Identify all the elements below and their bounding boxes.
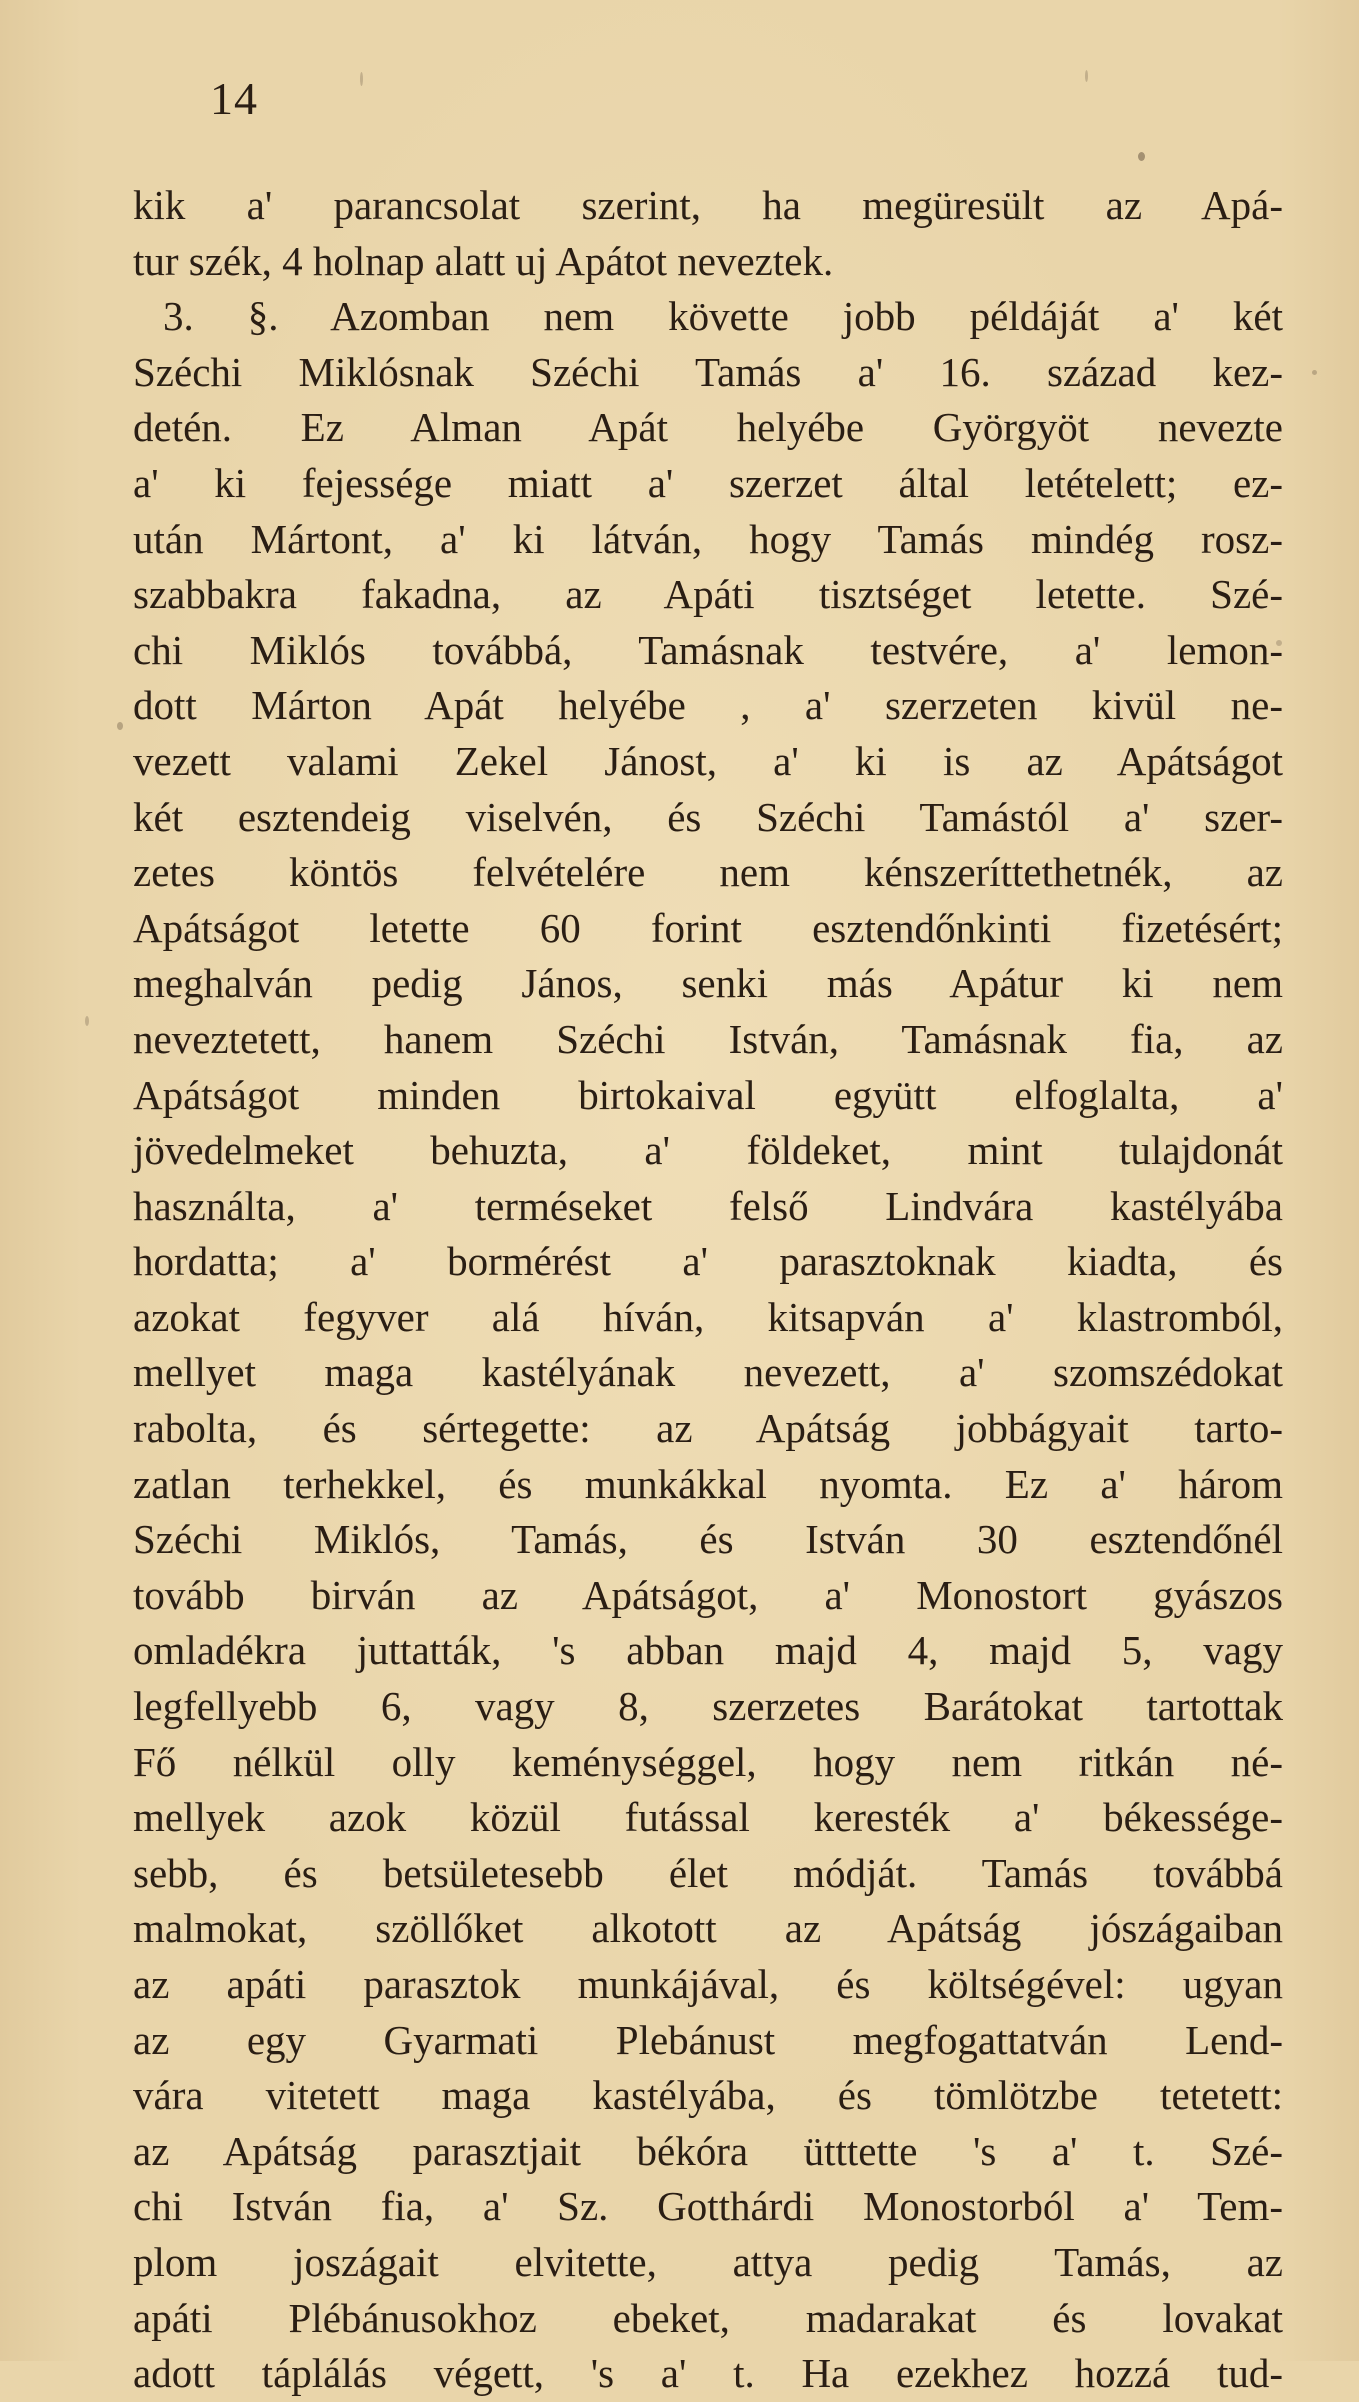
text-line: detén. Ez Alman Apát helyébe Györgyöt nevezte bbox=[133, 404, 1283, 451]
text-line: Fő nélkül olly keménységgel, hogy nem ritkán né- bbox=[133, 1738, 1283, 1785]
text-line: meghalván pedig János, senki más Apátur ki nem bbox=[133, 960, 1283, 1007]
text-line: vára vitetett maga kastélyába, és tömlötzbe tetetett: bbox=[133, 2072, 1283, 2119]
paper-speck bbox=[117, 722, 123, 730]
paper-speck bbox=[1312, 370, 1317, 375]
page-number: 14 bbox=[210, 73, 258, 124]
text-line: Széchi Miklósnak Széchi Tamás a' 16. század kez- bbox=[133, 348, 1283, 395]
text-line: az egy Gyarmati Plebánust megfogattatván Lend- bbox=[133, 2016, 1283, 2063]
text-line: mellyet maga kastélyának nevezett, a' szomszédokat bbox=[133, 1349, 1283, 1396]
paper-speck bbox=[1138, 152, 1145, 161]
text-line: plom joszágait elvitette, attya pedig Tamás, az bbox=[133, 2238, 1283, 2285]
text-line: 3. §. Azomban nem követte jobb példáját a' két bbox=[163, 293, 1283, 340]
text-line: legfellyebb 6, vagy 8, szerzetes Barátokat tartottak bbox=[133, 1683, 1283, 1730]
paper-speck bbox=[1085, 70, 1088, 82]
text-line: tovább birván az Apátságot, a' Monostort gyászos bbox=[133, 1571, 1283, 1618]
paper-speck bbox=[1276, 640, 1282, 646]
text-line: hordatta; a' bormérést a' parasztoknak kiadta, és bbox=[133, 1238, 1283, 1285]
text-line: után Mártont, a' ki látván, hogy Tamás mindég rosz- bbox=[133, 515, 1283, 562]
text-line: chi István fia, a' Sz. Gotthárdi Monostorból a' Tem- bbox=[133, 2183, 1283, 2230]
text-line: adott táplálás végett, 's a' t. Ha ezekhez hozzá tud- bbox=[133, 2350, 1283, 2397]
text-line: használta, a' terméseket felső Lindvára kastélyába bbox=[133, 1182, 1283, 1229]
text-line: apáti Plébánusokhoz ebeket, madarakat és lovakat bbox=[133, 2294, 1283, 2341]
text-line: malmokat, szöllőket alkotott az Apátság jószágaiban bbox=[133, 1905, 1283, 1952]
text-line: zatlan terhekkel, és munkákkal nyomta. Ez a' három bbox=[133, 1460, 1283, 1507]
text-line: rabolta, és sértegette: az Apátság jobbágyait tarto- bbox=[133, 1405, 1283, 1452]
paper-speck bbox=[85, 1016, 89, 1026]
text-line: Apátságot letette 60 forint esztendőnkinti fizetésért; bbox=[133, 904, 1283, 951]
text-line: Apátságot minden birtokaival együtt elfoglalta, a' bbox=[133, 1071, 1283, 1118]
text-line: mellyek azok közül futással keresték a' békessége- bbox=[133, 1794, 1283, 1841]
text-line: sebb, és betsületesebb élet módját. Tamás továbbá bbox=[133, 1849, 1283, 1896]
text-line: két esztendeig viselvén, és Széchi Tamástól a' szer- bbox=[133, 793, 1283, 840]
text-line: az apáti parasztok munkájával, és költségével: ugyan bbox=[133, 1961, 1283, 2007]
body-text bbox=[133, 178, 1283, 2402]
text-line: dott Márton Apát helyébe , a' szerzeten kivül ne- bbox=[133, 682, 1283, 729]
text-line: azokat fegyver alá híván, kitsapván a' klastromból, bbox=[133, 1293, 1283, 1340]
text-line: omladékra juttatták, 's abban majd 4, majd 5, vagy bbox=[133, 1627, 1283, 1674]
text-line: az Apátság parasztjait békóra ütttette 's a' t. Szé- bbox=[133, 2127, 1283, 2174]
text-line: Széchi Miklós, Tamás, és István 30 esztendőnél bbox=[133, 1516, 1283, 1563]
text-line: zetes köntös felvételére nem kénszeríttethetnék, az bbox=[133, 849, 1283, 896]
text-line: chi Miklós továbbá, Tamásnak testvére, a' lemon- bbox=[133, 626, 1283, 673]
text-line: a' ki fejessége miatt a' szerzet által letételett; ez- bbox=[133, 459, 1283, 506]
text-line: vezett valami Zekel Jánost, a' ki is az Apátságot bbox=[133, 737, 1283, 784]
text-line: szabbakra fakadna, az Apáti tisztséget letette. Szé- bbox=[133, 571, 1283, 618]
text-line: jövedelmeket behuzta, a' földeket, mint tulajdonát bbox=[133, 1127, 1283, 1174]
paper-speck bbox=[360, 72, 363, 86]
text-line: kik a' parancsolat szerint, ha megüresült az Apá- bbox=[133, 182, 1283, 228]
text-line: neveztetett, hanem Széchi István, Tamásnak fia, az bbox=[133, 1015, 1283, 1062]
text-line: tur szék, 4 holnap alatt uj Apátot neveztek. bbox=[133, 237, 834, 284]
